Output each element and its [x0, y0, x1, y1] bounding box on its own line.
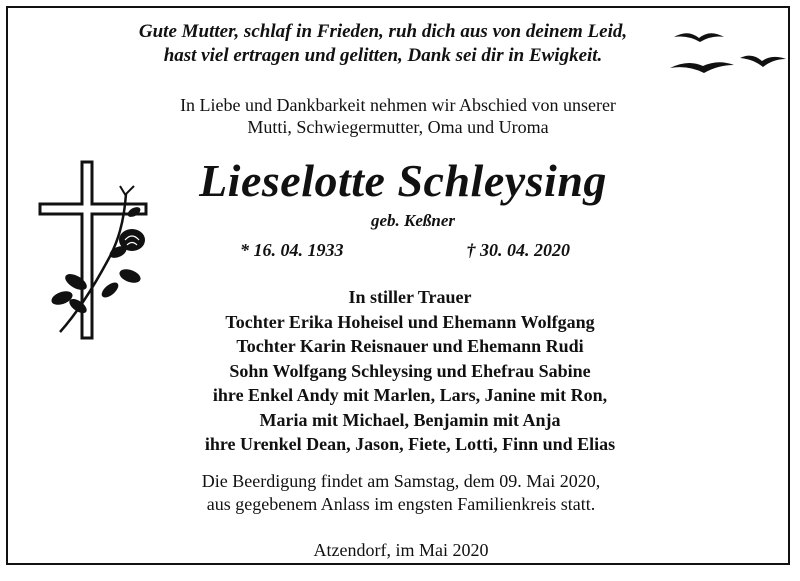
bird-icon	[740, 56, 786, 67]
mourner-line: Tochter Karin Reisnauer und Ehemann Rudi	[236, 336, 584, 356]
bird-icon	[670, 62, 734, 73]
intro-line: Mutti, Schwiegermutter, Oma und Uroma	[247, 117, 549, 137]
poem-line: Gute Mutter, schlaf in Frieden, ruh dich aus von deinem Leid,	[138, 21, 628, 42]
mourners-list	[8, 285, 788, 457]
birth-name: geb. Keßner	[370, 211, 456, 230]
intro-line: In Liebe und Dankbarkeit nehmen wir Abschied von unserer	[180, 95, 616, 115]
mourner-line: Maria mit Michael, Benjamin mit Anja	[259, 409, 561, 430]
mourner-line: ihre Urenkel Dean, Jason, Fiete, Lotti, Finn und Elias	[204, 434, 616, 454]
mourner-line: ihre Enkel Andy mit Marlen, Lars, Janine mit Ron,	[212, 385, 608, 405]
mourner-line: Tochter Erika Hoheisel und Ehemann Wolfgang	[225, 311, 595, 332]
deceased-name: Lieselotte Schleysing	[199, 155, 607, 206]
funeral-line: aus gegebenem Anlass im engsten Familienkreis statt.	[206, 494, 596, 514]
mourner-line: Sohn Wolfgang Schleysing und Ehefrau Sabine	[229, 360, 591, 381]
death-date: † 30. 04. 2020	[466, 240, 570, 260]
bird-icon	[674, 33, 724, 42]
flying-birds-icon	[666, 28, 786, 88]
poem-line: hast viel ertragen und gelitten, Dank sei dir in Ewigkeit.	[163, 45, 603, 66]
funeral-notice	[8, 470, 788, 516]
funeral-line: Die Beerdigung findet am Samstag, dem 09. Mai 2020,	[201, 471, 601, 491]
obituary-notice	[6, 6, 790, 565]
intro-text	[8, 94, 788, 138]
birth-date: * 16. 04. 1933	[240, 240, 344, 260]
mourners-heading: In stiller Trauer	[348, 287, 472, 307]
place-and-date: Atzendorf, im Mai 2020	[313, 540, 489, 560]
